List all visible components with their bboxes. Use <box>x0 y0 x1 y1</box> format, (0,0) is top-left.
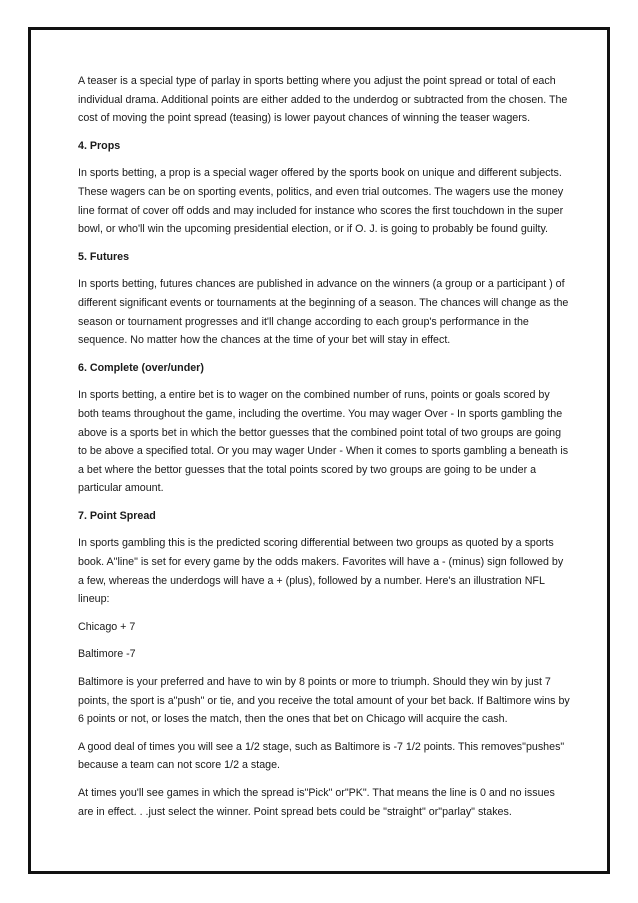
intro-paragraph: A teaser is a special type of parlay in sports betting where you adjust the point spread or total of each individual drama. Additional points are either added to the underdog or subtracted from the chosen. The cost of moving the point spread (teasing) is lower payout chances of winning the teaser wagers. <box>78 75 568 125</box>
pick-paragraph: At times you'll see games in which the spread is"Pick" or"PK". That means the line is 0 and no issues are in effect. . .just select the winner. Point spread bets could be "straight" or"parlay" stakes. <box>78 787 555 818</box>
futures-paragraph: In sports betting, futures chances are published in advance on the winners (a group or a participant ) of different significant events or tournaments at the beginning of a season. The chances will change as the season or tournament progresses and it'll change according to each group's performance in the sequence. No matter how the chances at the time of your bet will stay in effect. <box>78 278 569 347</box>
props-heading: 4. Props <box>78 139 121 152</box>
lineup-chicago: Chicago + 7 <box>78 620 136 633</box>
complete-heading: 6. Complete (over/under) <box>78 361 204 374</box>
spread-heading: 7. Point Spread <box>78 509 156 522</box>
document-body <box>78 72 570 830</box>
spread-paragraph: In sports gambling this is the predicted scoring differential between two groups as quoted by a sports book. A"line" is set for every game by the odds makers. Favorites will have a - (minus) sign followed by a few, whereas the underdogs will have a + (plus), followed by a number. Here's an illustration NFL lineup: <box>78 537 564 606</box>
lineup-baltimore: Baltimore -7 <box>78 648 136 661</box>
props-paragraph: In sports betting, a prop is a special wager offered by the sports book on unique and different subjects. These wagers can be on sporting events, politics, and even trial outcomes. The wagers use the money line format of cover off odds and may included for instance who scores the first touchdown in the super bowl, or who'll win the upcoming presidential election, or if O. J. is going to probably be found guilty. <box>78 167 564 236</box>
futures-heading: 5. Futures <box>78 250 130 263</box>
complete-paragraph: In sports betting, a entire bet is to wager on the combined number of runs, points or goals scored by both teams throughout the game, including the overtime. You may wager Over - In sports gambling the above is a sports bet in which the bettor guesses that the combined point total of two groups are going to be above a specified total. Or you may wager Under - When it comes to sports gambling a beneath is a bet where the bettor guesses that the total points scored by two groups are going to be under a particular amount. <box>78 389 569 495</box>
half-point-paragraph: A good deal of times you will see a 1/2 stage, such as Baltimore is -7 1/2 points. This removes"pushes" because a team can not score 1/2 a stage. <box>78 740 565 772</box>
spread-example-paragraph: Baltimore is your preferred and have to win by 8 points or more to triumph. Should they win by just 7 points, the sport is a"push" or tie, and you receive the total amount of your bet back. If Baltimore wins by 6 points or not, or loses the match, then the ones that bet on Chicago will acquire the cash. <box>78 676 570 726</box>
